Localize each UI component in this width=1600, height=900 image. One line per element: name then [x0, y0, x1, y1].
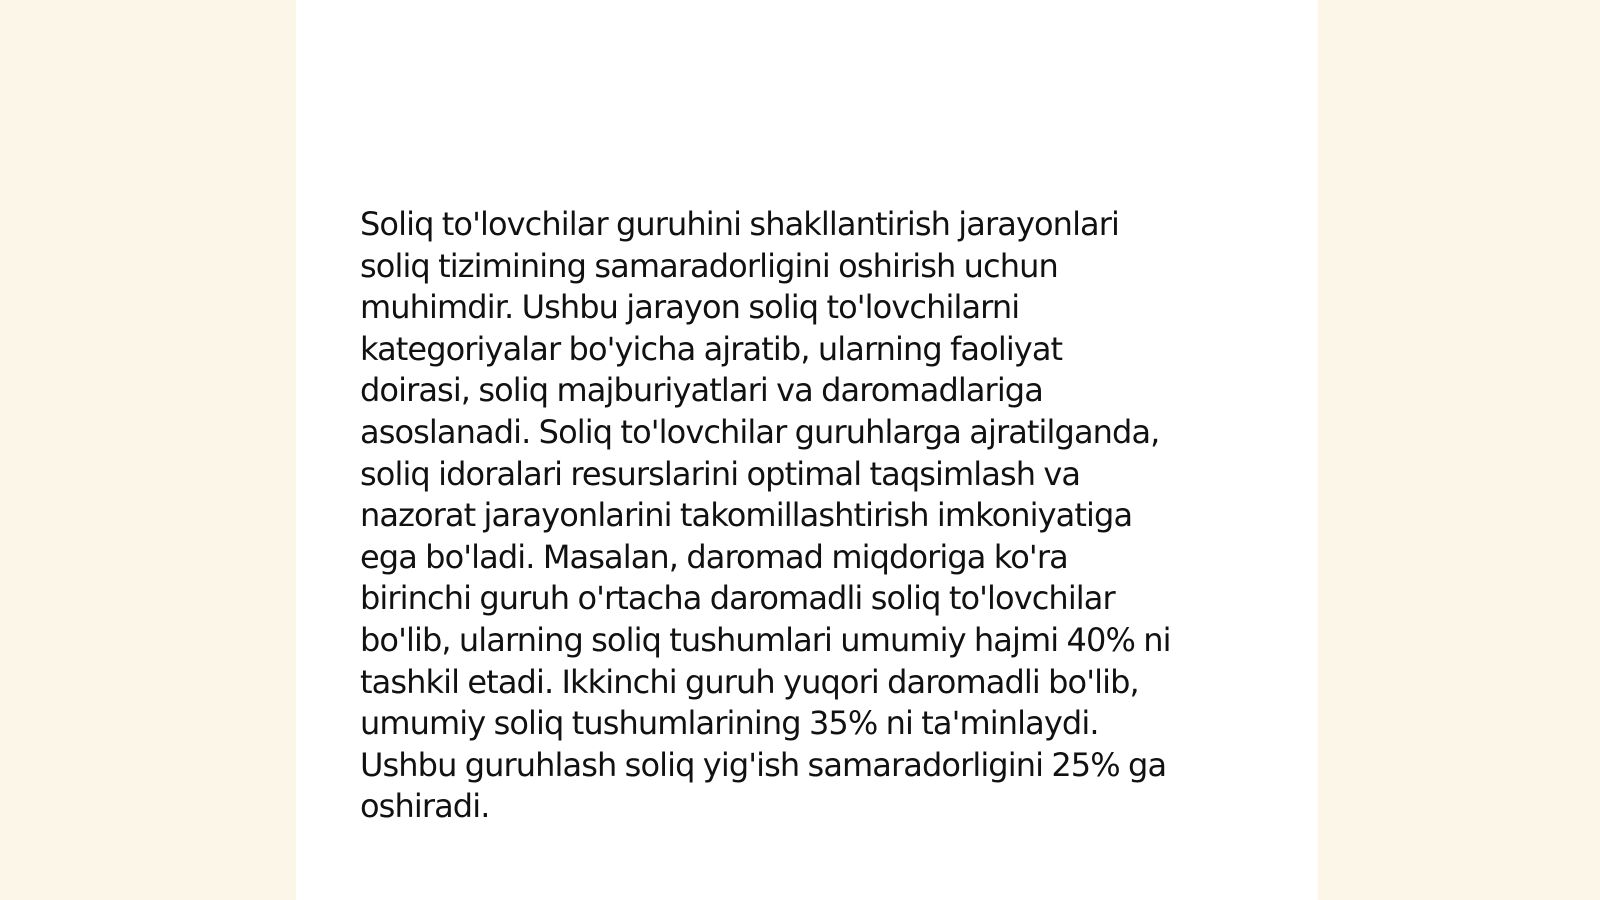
paragraph-line: Soliq to'lovchilar guruhini shakllantirish jarayonlari — [360, 205, 1120, 243]
paragraph-line: nazorat jarayonlarini takomillashtirish imkoniyatiga — [360, 496, 1133, 535]
paragraph-line: oshiradi. — [360, 787, 490, 826]
paragraph-line: Ushbu guruhlash soliq yig'ish samaradorligini 25% ga — [360, 745, 1167, 784]
body-paragraph — [360, 204, 1260, 828]
paragraph-line: umumiy soliq tushumlarining 35% ni ta'minlaydi. — [360, 704, 1099, 743]
paragraph-line: birinchi guruh o'rtacha daromadli soliq to'lovchilar — [360, 579, 1115, 618]
paragraph-line: tashkil etadi. Ikkinchi guruh yuqori daromadli bo'lib, — [360, 662, 1139, 701]
paragraph-line: bo'lib, ularning soliq tushumlari umumiy hajmi 40% ni — [360, 620, 1171, 659]
paragraph-line: kategoriyalar bo'yicha ajratib, ularning faoliyat — [360, 329, 1063, 368]
paragraph-line: doirasi, soliq majburiyatlari va daromadlariga — [360, 371, 1043, 410]
paragraph-line: asoslanadi. Soliq to'lovchilar guruhlarga ajratilganda, — [360, 412, 1160, 451]
document-page — [296, 0, 1318, 900]
paragraph-line: ega bo'ladi. Masalan, daromad miqdoriga ko'ra — [360, 537, 1068, 576]
paragraph-line: muhimdir. Ushbu jarayon soliq to'lovchilarni — [360, 288, 1020, 327]
paragraph-line: soliq tizimining samaradorligini oshirish uchun — [360, 246, 1058, 285]
paragraph-line: soliq idoralari resurslarini optimal taqsimlash va — [360, 454, 1081, 493]
